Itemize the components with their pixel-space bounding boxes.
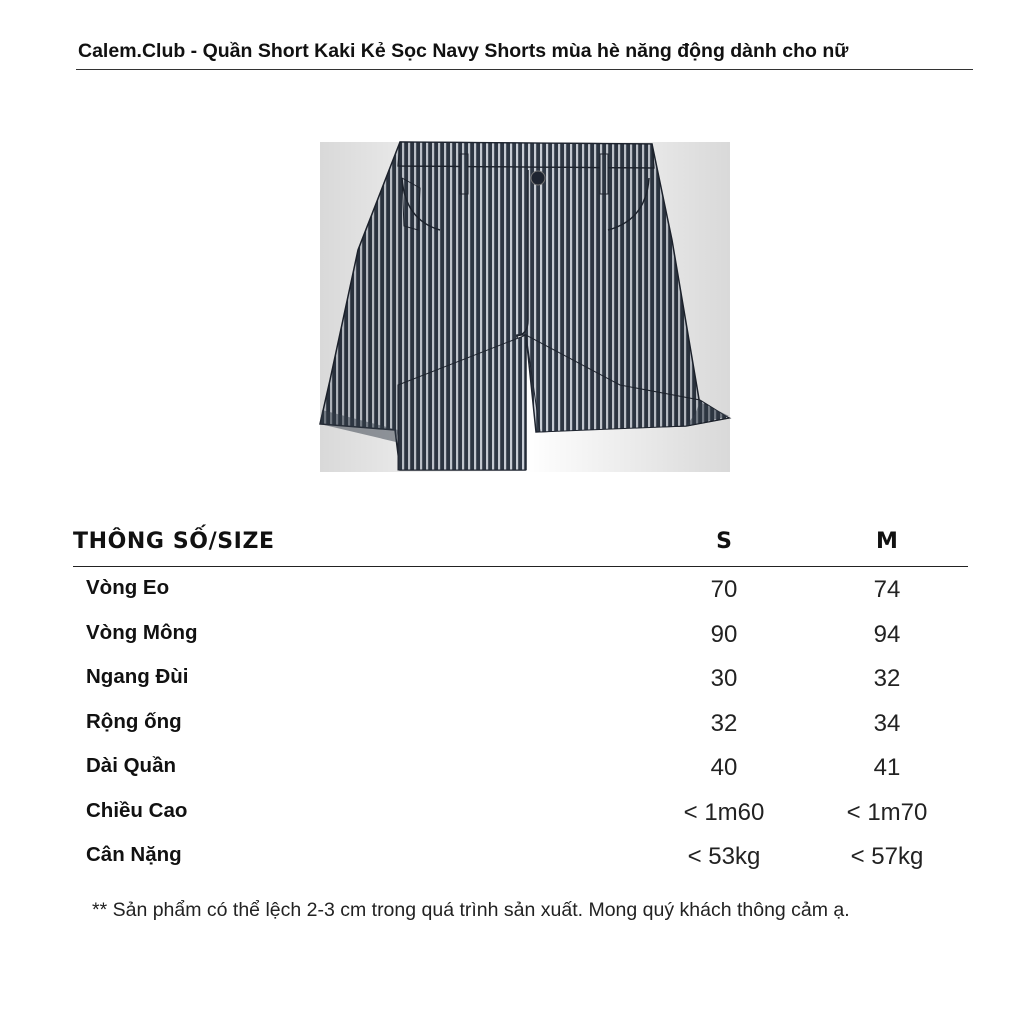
table-row xyxy=(0,710,1024,754)
row-label: Cân Nặng xyxy=(86,843,182,866)
row-value-s: 30 xyxy=(710,665,738,692)
product-image xyxy=(300,130,750,480)
row-value-m: 41 xyxy=(873,754,901,781)
size-s-header: S xyxy=(716,529,732,554)
row-value-s: 40 xyxy=(710,754,738,781)
row-label: Ngang Đùi xyxy=(86,665,189,688)
table-header-divider xyxy=(73,566,968,567)
title-divider xyxy=(76,69,973,70)
table-row xyxy=(0,665,1024,709)
row-value-s: < 1m60 xyxy=(683,799,765,826)
page-title: Calem.Club - Quần Short Kaki Kẻ Sọc Navy Shorts mùa hè năng động dành cho nữ xyxy=(78,40,849,62)
row-value-m: < 57kg xyxy=(850,843,924,870)
row-value-m: 74 xyxy=(873,576,901,603)
size-table-header: THÔNG SỐ/SIZE xyxy=(73,529,275,554)
row-label: Rộng ống xyxy=(86,710,182,733)
row-value-m: 34 xyxy=(873,710,901,737)
row-label: Vòng Mông xyxy=(86,621,198,644)
table-row xyxy=(0,621,1024,665)
row-value-s: 70 xyxy=(710,576,738,603)
row-label: Dài Quần xyxy=(86,754,176,777)
table-row xyxy=(0,799,1024,843)
disclaimer-note: ** Sản phẩm có thể lệch 2-3 cm trong quá trình sản xuất. Mong quý khách thông cảm ạ. xyxy=(92,899,850,921)
row-value-s: 90 xyxy=(710,621,738,648)
row-value-s: 32 xyxy=(710,710,738,737)
row-value-s: < 53kg xyxy=(687,843,761,870)
size-m-header: M xyxy=(876,529,898,554)
table-row xyxy=(0,576,1024,620)
row-label: Chiều Cao xyxy=(86,799,188,822)
table-row xyxy=(0,754,1024,798)
row-value-m: 32 xyxy=(873,665,901,692)
row-value-m: 94 xyxy=(873,621,901,648)
row-label: Vòng Eo xyxy=(86,576,170,599)
row-value-m: < 1m70 xyxy=(846,799,928,826)
table-row xyxy=(0,843,1024,887)
